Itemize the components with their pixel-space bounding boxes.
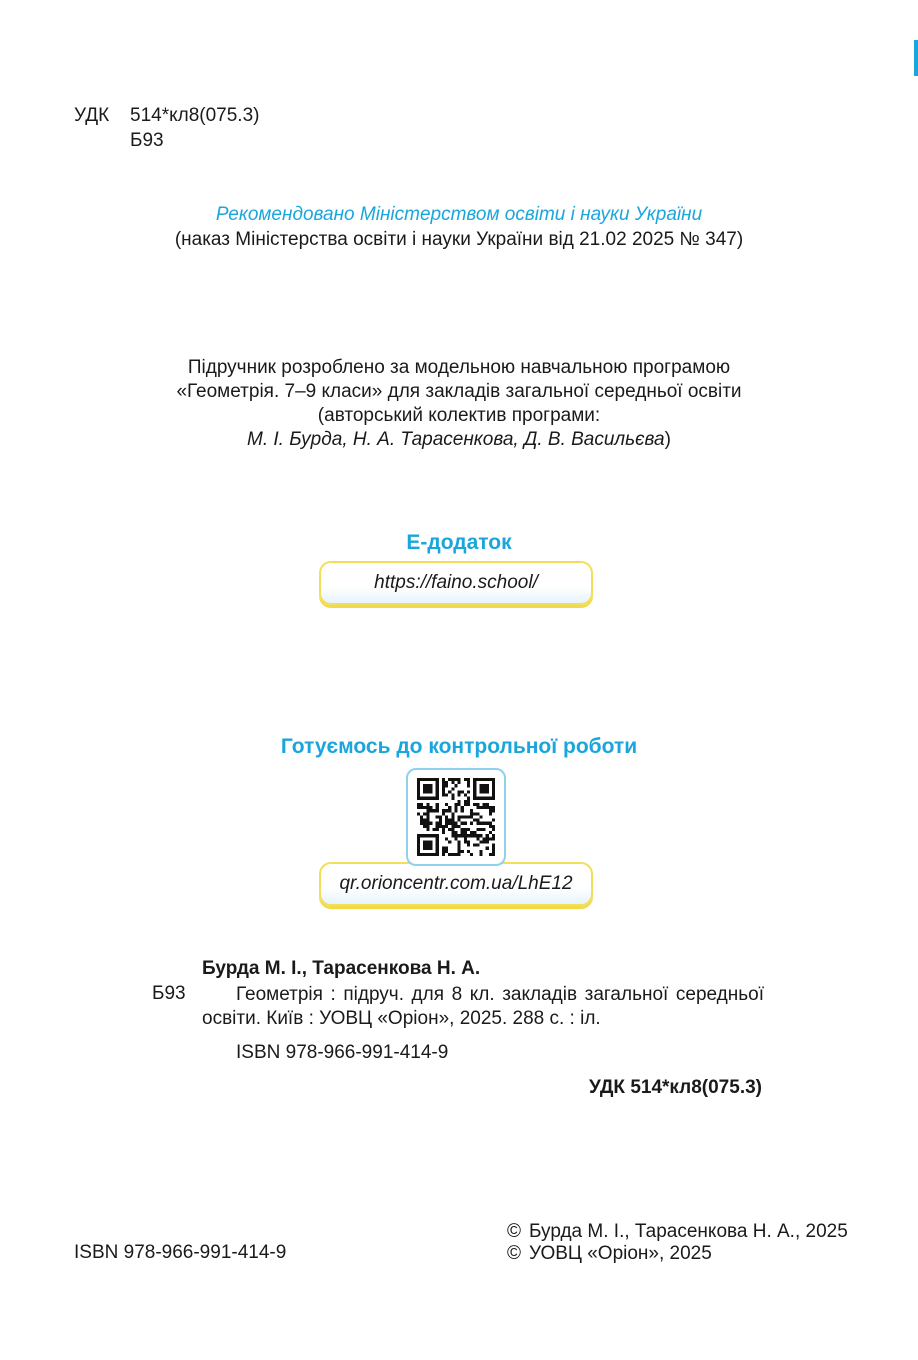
page-edge-marker (914, 40, 918, 76)
bibliography-isbn: ISBN 978-966-991-414-9 (236, 1042, 449, 1063)
footer-isbn: ISBN 978-966-991-414-9 (74, 1242, 287, 1263)
udk-label: УДК (74, 105, 110, 126)
e-appendix-heading: Е-додаток (406, 531, 512, 554)
copyright-publisher (507, 1243, 712, 1265)
test-prep-link[interactable] (319, 862, 593, 906)
bibliography-authors: Бурда М. І., Тарасенкова Н. А. (202, 958, 481, 979)
description-line-1: Підручник розроблено за модельною навчальною програмою (187, 357, 731, 378)
qr-code-graphic (417, 778, 495, 856)
author-code: Б93 (130, 130, 164, 151)
closing-paren: ) (664, 429, 671, 450)
bibliography-code: Б93 (152, 983, 186, 1004)
test-prep-url: qr.orioncentr.com.ua/LhE12 (339, 873, 573, 894)
copyright-icon: © (507, 1221, 521, 1242)
bibliography-udk: УДК 514*кл8(075.3) (589, 1077, 762, 1098)
qr-code-icon[interactable] (406, 768, 506, 866)
udk-code: 514*кл8(075.3) (130, 105, 260, 126)
e-appendix-link[interactable] (319, 561, 593, 605)
program-description (0, 356, 918, 452)
copyright-authors (507, 1221, 848, 1243)
copyright-publisher-text: УОВЦ «Оріон», 2025 (529, 1243, 712, 1264)
description-line-4 (0, 428, 918, 452)
bibliography-text: Геометрія : підруч. для 8 кл. закладів загальної середньої освіти. Київ : УОВЦ «Оріон», 2025. 288 с. : іл. (202, 984, 764, 1029)
test-prep-heading: Готуємось до контрольної роботи (280, 735, 638, 758)
program-authors: М. І. Бурда, Н. А. Тарасенкова, Д. В. Васильєва (247, 429, 665, 450)
description-line-3: (авторський колектив програми: (317, 405, 601, 426)
e-appendix-url: https://faino.school/ (374, 572, 538, 593)
recommendation-title: Рекомендовано Міністерством освіти і науки України (215, 204, 703, 225)
description-line-2: «Геометрія. 7–9 класи» для закладів загальної середньої освіти (176, 381, 742, 402)
copyright-authors-text: Бурда М. І., Тарасенкова Н. А., 2025 (529, 1221, 848, 1242)
recommendation-order: (наказ Міністерства освіти і науки України від 21.02 2025 № 347) (174, 229, 744, 250)
copyright-icon: © (507, 1243, 521, 1264)
